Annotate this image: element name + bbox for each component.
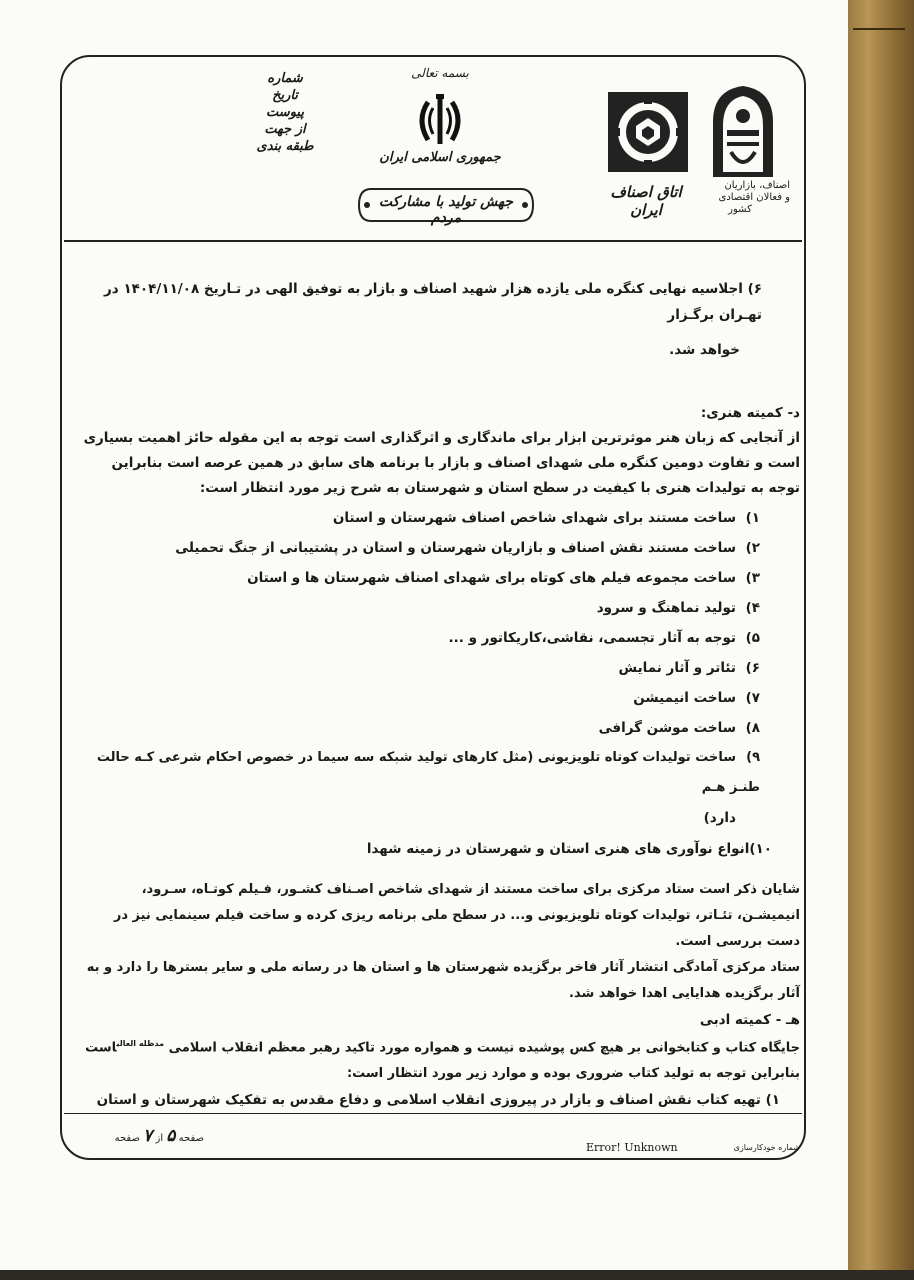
page-suffix: صفحه [114,1133,140,1144]
field-error-text: Error! Unknown [586,1141,678,1154]
literary-item-1: ۱) تهیه کتاب نقش اصناف و بازار در پیروزی انقلاب اسلامی و دفاع مقدس به تفکیک شهرستان و استان [96,1092,780,1109]
list-item-number: ۱) [745,510,760,526]
section-d-title: د- کمیته هنری: [700,405,800,421]
page-current: ۵ [166,1126,176,1146]
honorific: مدظله العالی [116,1039,165,1048]
scan-bottom-edge [0,1270,914,1280]
header-divider [64,240,802,242]
letter-meta-labels [255,70,315,155]
chamber-name: اتاق اصناف ایران [610,183,682,219]
asnaf-caption [690,180,790,216]
spine-mark [853,28,905,30]
list-item [78,713,760,743]
list-item-text: توجه به آثار تجسمی، نقاشی،کاریکاتور و ... [448,630,736,646]
note-paragraph-1: شایان ذکر است ستاد مرکزی برای ساخت مستند از شهدای شاخص اصـناف کشـور، فـیلم کوتـاه، سـرود، انیمیشـن، تئـاتر، تولیدات کوتاه تلویزیونی و... در سطح ملی برنامه ریزی کرده و ساخت فیلم سینمایی نیز در دست بررسی است. [113,882,800,949]
national-slogan: جهش تولید با مشارکت مردم [378,194,514,226]
meta-date-label: تاریخ [272,88,298,103]
page-total: ۷ [143,1126,153,1146]
section-h-title: هـ - کمیته ادبی [699,1012,800,1028]
list-item-text: ساخت تولیدات کوتاه تلویزیونی (مثل کارهای تولید شبکه سه سیما در خصوص احکام شرعی کـه حالت طنـز هـم [96,750,760,795]
binder-spine [848,0,914,1280]
meta-attachment-label: پیوست [266,105,304,120]
asnaf-caption-line: و فعالان اقتصادی [718,192,790,203]
note-paragraph-2: ستاد مرکزی آمادگی انتشار آثار فاخر برگزیده شهرستان ها و استان ها در رسانه ملی و سایر بسترها را دارد و به آثار برگزیده هدایایی اهدا خواهد شد. [86,960,800,1001]
list-item-text: ساخت مستند برای شهدای شاخص اصناف شهرستان و استان [332,510,736,526]
item-10: ۱۰)انواع نوآوری های هنری استان و شهرستان در زمینه شهدا [366,841,772,857]
list-item-number: ۲) [745,540,760,556]
meta-classification-label: طبقه بندی [256,139,314,154]
meta-direction-label: از جهت [264,122,306,137]
section-h-text-a: جایگاه کتاب و کتابخوانی بر هیچ کس پوشیده نیست و همواره مورد تاکید رهبر معظم انقلاب اسلامی [168,1040,800,1056]
chamber-logo-icon [608,92,688,172]
basmala: بسمه تعالی [411,66,469,80]
list-item-number: ۷) [745,690,760,706]
list-item-number: ۵) [745,630,760,646]
country-name: جمهوری اسلامی ایران [379,150,501,165]
list-item [78,503,760,533]
page-prefix: صفحه [178,1133,204,1144]
list-item [78,563,760,593]
iran-emblem-icon [410,90,470,150]
page-number [84,1126,204,1146]
list-item-text: تئاتر و آثار نمایش [618,660,736,676]
asnaf-caption-line: اصناف، بازاریان [724,180,790,191]
list-item-text: ساخت مستند نقش اصناف و بازاریان شهرستان و استان در پشتیبانی از جنگ تحمیلی [175,540,736,556]
item-6: ۶) اجلاسیه نهایی کنگره ملی یازده هزار شهید اصناف و بازار به توفیق الهی در تـاریخ ۱۴۰۴/۱۱/۰۸ در تهـران برگـزار [104,281,762,323]
list-item-text: ساخت انیمیشن [633,690,736,706]
meta-number-label: شماره [267,71,303,86]
list-item [78,593,760,623]
office-number-label: شماره خودکارسازی [733,1143,800,1152]
list-item-number: ۹) [746,750,760,765]
letter-body [78,276,800,1113]
list-item-number: ۸) [745,720,760,736]
list-item-number: ۴) [745,600,760,616]
list-item [78,533,760,563]
list-item-number: ۳) [745,570,760,586]
list-item [78,743,760,803]
list-item [78,623,760,653]
list-item-text: ساخت موشن گرافی [598,720,736,736]
page-of: از [155,1133,164,1144]
list-item-text: ساخت مجموعه فیلم های کوتاه برای شهدای اصناف شهرستان ها و استان [247,570,736,586]
item-6-continuation: خواهد شد. [669,342,740,358]
section-d-paragraph: از آنجایی که زبان هنر موثرترین ابزار برای ماندگاری و اثرگذاری است توجه به این مقوله حائز اهمیت بسیاری است و تفاوت دومین کنگره ملی شهدای اصناف و بازار با برنامه های سابق در همین عرصه است بنابراین توجه به تولیدات هنری با کیفیت در سطح استان و شهرستان به شرح زیر مورد انتظار است: [83,430,800,496]
section-h-text-b: است بنابراین توجه به تولید کتاب ضروری بوده و موارد زیر مورد انتظار است: [85,1040,800,1082]
list-item [78,683,760,713]
list-item [78,653,760,683]
list-item-text: تولید نماهنگ و سرود [596,600,736,616]
list-item-number: ۶) [745,660,760,676]
section-h-paragraph [78,1031,800,1087]
art-items-list [78,503,800,865]
item-9-continuation: دارد) [703,810,736,826]
asnaf-caption-line: کشور [728,204,752,215]
